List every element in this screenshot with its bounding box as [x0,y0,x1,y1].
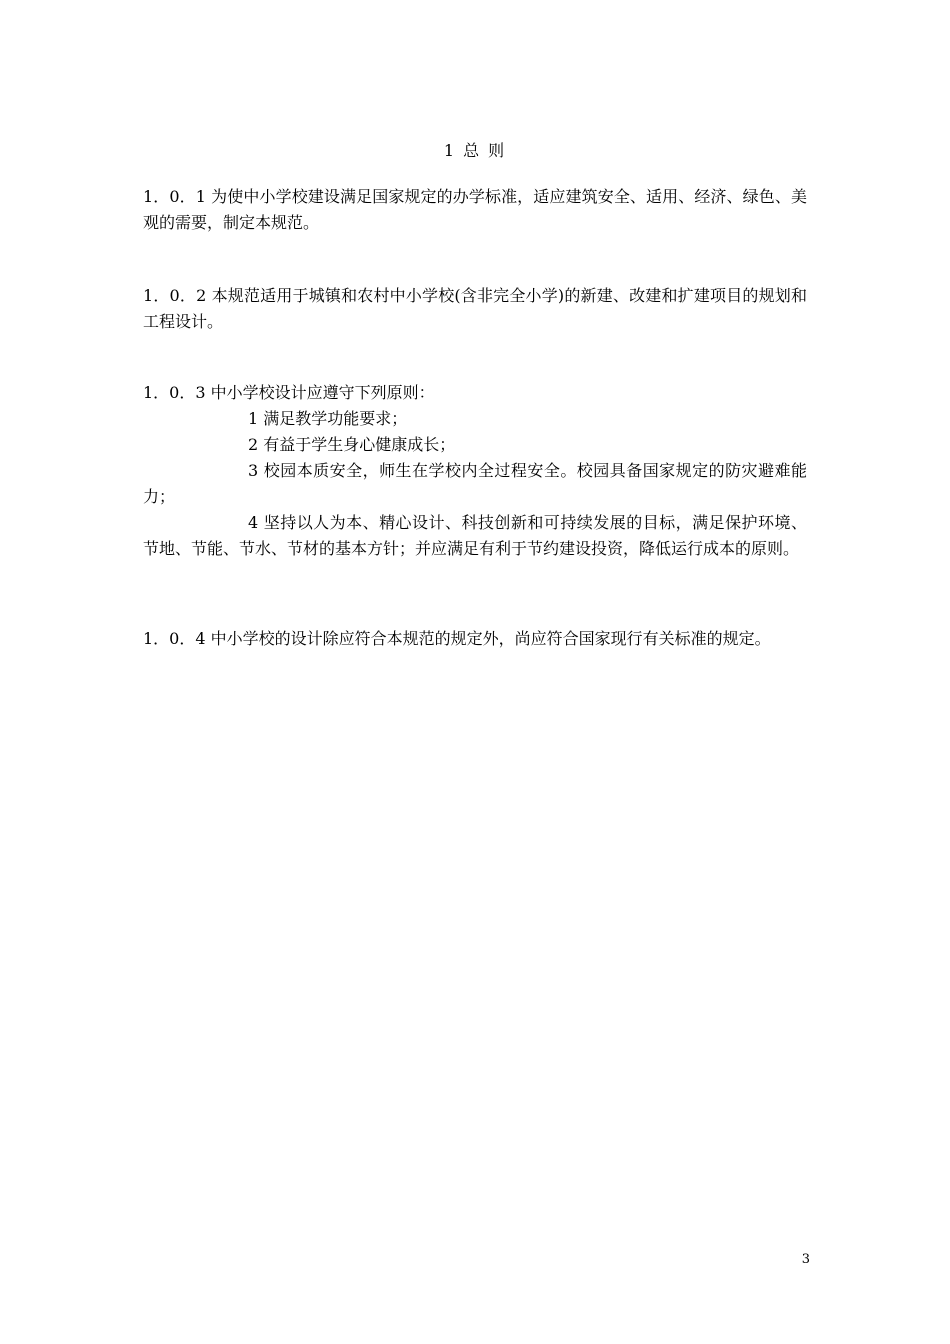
clause-1-0-1 [143,184,807,236]
clause-text: 1．0．4 中小学校的设计除应符合本规范的规定外，尚应符合国家现行有关标准的规定。 [143,629,771,648]
page-number: 3 [801,1252,810,1267]
clause-1-0-4 [143,626,807,652]
clause-1-0-2 [143,283,807,335]
principle-item-4: 4 坚持以人为本、精心设计、科技创新和可持续发展的目标，满足保护环境、节地、节能、节水、节材的基本方针；并应满足有利于节约建设投资，降低运行成本的原则。 [143,513,807,558]
principle-item-1: 1 满足教学功能要求； [248,409,408,428]
clause-text: 1．0．3 中小学校设计应遵守下列原则： [143,383,435,402]
clause-text: 1．0．1 为使中小学校建设满足国家规定的办学标准，适应建筑安全、适用、经济、绿色、美观的需要，制定本规范。 [143,187,807,232]
chapter-title: 1 总 则 [443,141,507,160]
clause-text: 1．0．2 本规范适用于城镇和农村中小学校(含非完全小学)的新建、改建和扩建项目的规划和工程设计。 [143,286,807,331]
principle-item-3: 3 校园本质安全，师生在学校内全过程安全。校园具备国家规定的防灾避难能力； [143,461,807,506]
clause-1-0-3 [143,380,807,562]
principle-item-2: 2 有益于学生身心健康成长； [248,435,456,454]
